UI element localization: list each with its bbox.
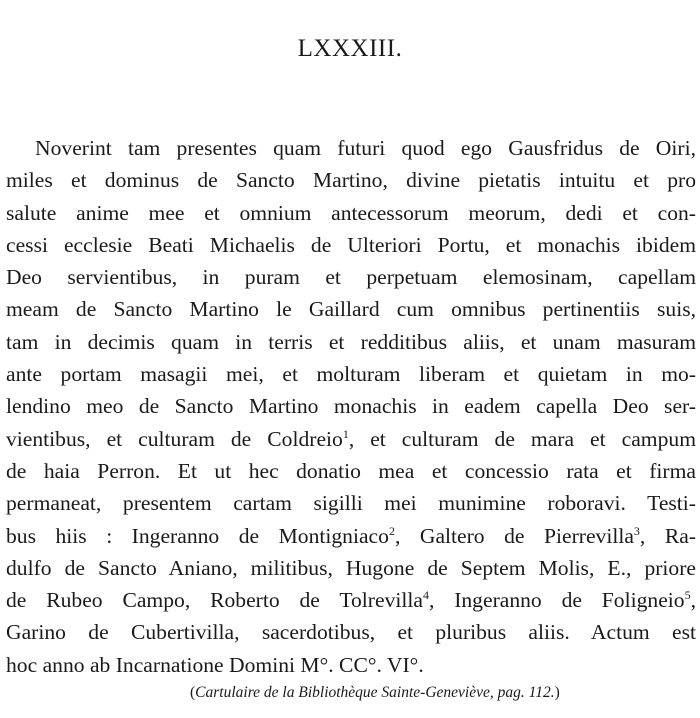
text-line: salute anime mee et omnium antecessorum meorum, dedi et con- (6, 200, 696, 225)
text-line: permaneat, presentem cartam sigilli mei munimine roboravi. Testi- (6, 491, 696, 516)
text-segment: , et culturam de mara et campum (348, 426, 696, 451)
text-line: cessi ecclesie Beati Michaelis de Ulteriori Portu, et monachis ibidem (6, 232, 696, 257)
text-segment: , (690, 588, 696, 613)
charter-number-heading: LXXXIII. (297, 35, 403, 62)
charter-text (6, 132, 696, 681)
text-line (6, 584, 696, 616)
citation-open-paren: ( (190, 684, 196, 701)
footnote-ref-2: 2 (388, 523, 395, 538)
footnote-ref-1: 1 (342, 426, 349, 441)
source-citation (190, 683, 690, 703)
text-segment: , Ingeranno de Foligneio (428, 588, 685, 613)
text-line: Deo servientibus, in puram et perpetuam elemosinam, capellam (6, 265, 696, 290)
text-line: hoc anno ab Incarnatione Domini M°. CC°. VI°. (6, 652, 424, 677)
text-line: meam de Sancto Martino le Gaillard cum omnibus pertinentiis suis, (6, 297, 696, 322)
text-line: tam in decimis quam in terris et redditibus aliis, et unam masuram (6, 329, 696, 354)
footnote-ref-3: 3 (633, 523, 640, 538)
text-segment: de Rubeo Campo, Roberto de Tolrevilla (6, 588, 423, 613)
footnote-ref-4: 4 (422, 587, 429, 602)
footnote-ref-5: 5 (684, 587, 691, 602)
text-line: Noverint tam presentes quam futuri quod ego Gausfridus de Oiri, (35, 136, 696, 160)
text-line (6, 520, 696, 552)
text-segment: bus hiis : Ingeranno de Montigniaco (6, 523, 389, 548)
citation-close-paren: ) (554, 684, 560, 701)
text-line: miles et dominus de Sancto Martino, divine pietatis intuitu et pro (6, 168, 696, 193)
citation-pages: , pag. 112. (489, 684, 555, 701)
text-line: dulfo de Sancto Aniano, militibus, Hugone de Septem Molis, E., priore (6, 555, 696, 580)
text-segment: , Galtero de Pierrevilla (394, 523, 634, 548)
text-line: de haia Perron. Et ut hec donatio mea et concessio rata et firma (6, 458, 696, 483)
text-line: ante portam masagii mei, et molturam liberam et quietam in mo- (6, 362, 696, 387)
text-line (6, 423, 696, 455)
citation-title: Cartulaire de la Bibliothèque Sainte-Geneviève (195, 684, 490, 701)
text-line: lendino meo de Sancto Martino monachis in eadem capella Deo ser- (6, 394, 696, 419)
text-segment: , Ra- (639, 523, 696, 548)
text-line: Garino de Cubertivilla, sacerdotibus, et pluribus aliis. Actum est (6, 620, 696, 645)
text-segment: vientibus, et culturam de Coldreio (6, 426, 343, 451)
